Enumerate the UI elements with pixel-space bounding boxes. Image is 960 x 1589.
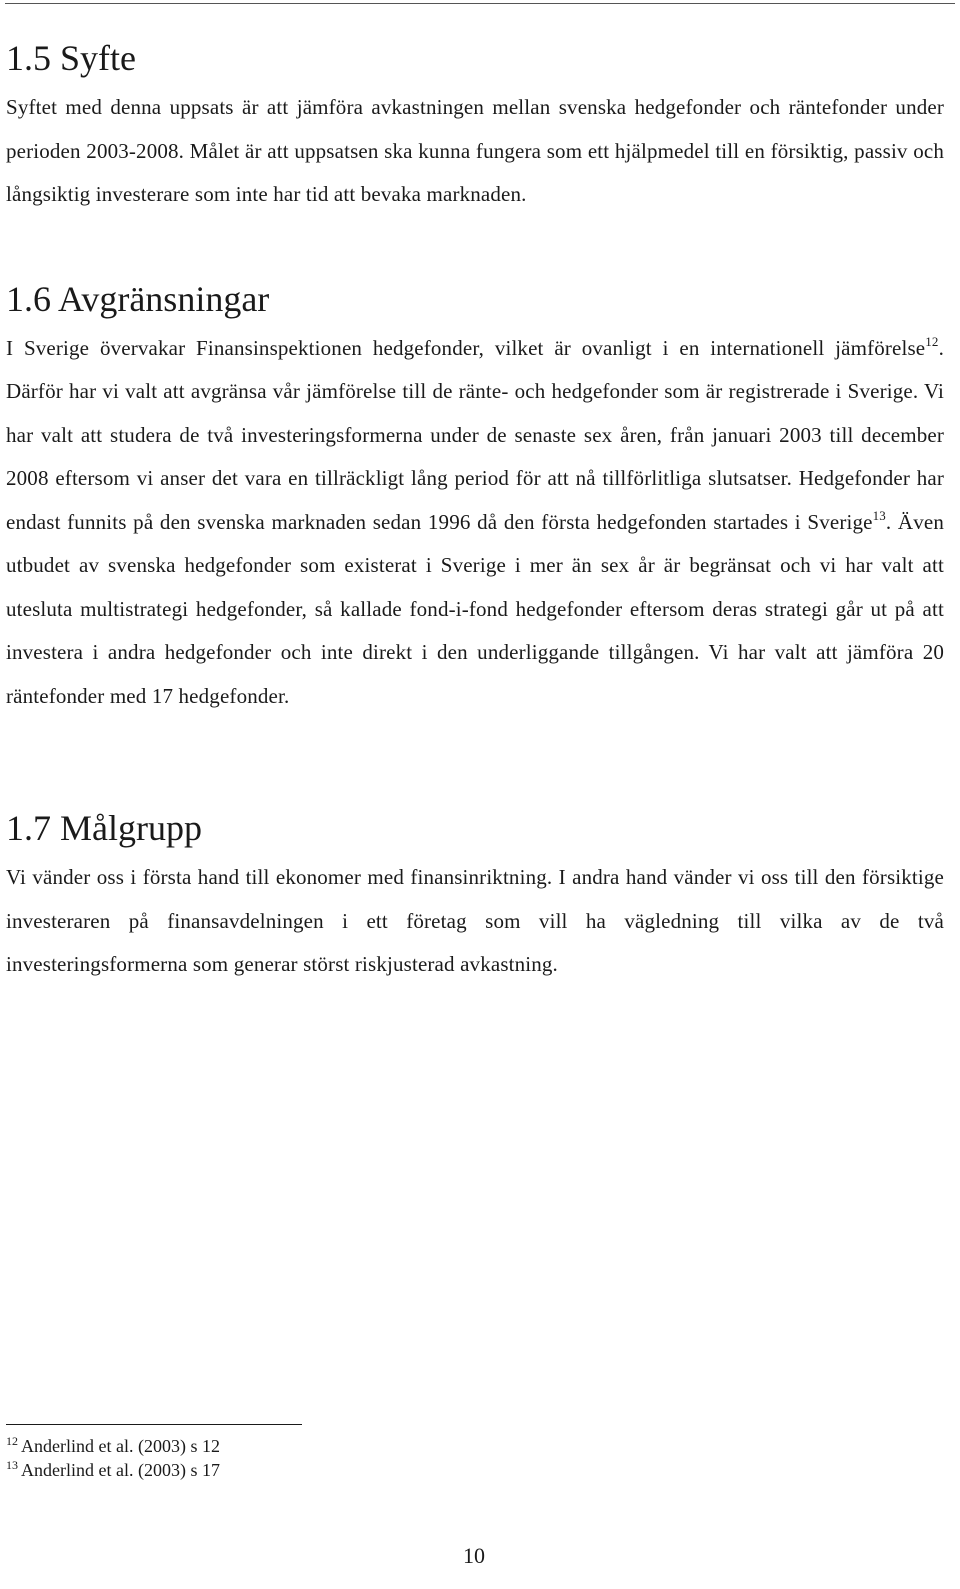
footnote-item	[6, 1458, 220, 1482]
paragraph-malgrupp: Vi vänder oss i första hand till ekonomer med finansinriktning. I andra hand vänder vi oss till den försiktige investeraren på finansavdelningen i ett företag som vill ha vägledning till vilka av de två investeringsformerna som generar störst riskjusterad avkastning.	[6, 865, 944, 976]
section-heading-avgransningar: 1.6 Avgränsningar	[6, 278, 270, 319]
paragraph-avgransningar	[6, 327, 944, 719]
footnote-ref[interactable]: 12	[925, 333, 939, 349]
section-heading-syfte: 1.5 Syfte	[6, 38, 136, 78]
footnote-text: Anderlind et al. (2003) s 17	[21, 1460, 220, 1480]
section-heading-malgrupp: 1.7 Målgrupp	[6, 808, 202, 848]
footnote-text: Anderlind et al. (2003) s 12	[21, 1436, 220, 1456]
page-body	[6, 38, 944, 987]
footnote-ref[interactable]: 13	[872, 507, 886, 523]
footnote-item	[6, 1434, 220, 1458]
paragraph-text: . Därför har vi valt att avgränsa vår jämförelse till de ränte- och hedgefonder som är registrerade i Sverige. Vi har valt att studera de två investeringsformerna under de senaste sex åren, från januari 2003 till december 2008 eftersom vi anser det vara en tillräckligt lång period för att nå tillförlitliga slutsatser. Hedgefonder har endast funnits på den svenska marknaden sedan 1996 då den första hedgefonden startades i Sverige	[6, 335, 944, 534]
page-number: 10	[463, 1543, 485, 1568]
paragraph-text: I Sverige övervakar Finansinspektionen hedgefonder, vilket är ovanligt i en internationell jämförelse	[6, 335, 926, 360]
footnote-number: 13	[6, 1458, 18, 1472]
footnote-separator	[6, 1424, 302, 1425]
top-border-line	[5, 3, 955, 4]
paragraph-syfte: Syftet med denna uppsats är att jämföra avkastningen mellan svenska hedgefonder och räntefonder under perioden 2003-2008. Målet är att uppsatsen ska kunna fungera som ett hjälpmedel till en försiktig, passiv och långsiktig investerare som inte har tid att bevaka marknaden.	[6, 95, 944, 206]
paragraph-text: . Även utbudet av svenska hedgefonder som existerat i Sverige i mer än sex år är begränsat och vi har valt att utesluta multistrategi hedgefonder, så kallade fond-i-fond hedgefonder eftersom deras strategi går ut på att investera i andra hedgefonder och inte direkt i den underliggande tillgången. Vi har valt att jämföra 20 räntefonder med 17 hedgefonder.	[6, 509, 944, 708]
footnote-number: 12	[6, 1434, 18, 1448]
footnotes	[6, 1434, 220, 1482]
